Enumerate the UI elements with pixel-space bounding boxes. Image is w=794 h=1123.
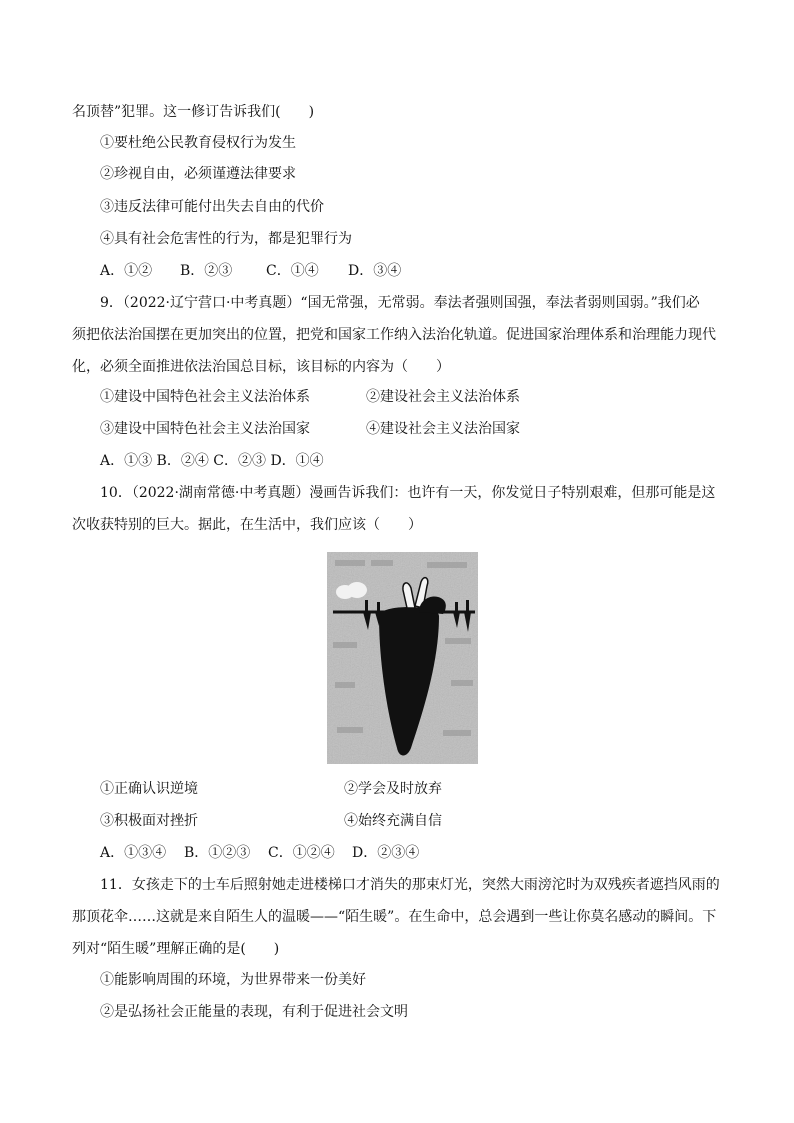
q10-item-4: ④始终充满自信: [344, 813, 442, 829]
q10-stem-line-1: 10．（2022·湖南常德·中考真题）漫画告诉我们：也许有一天，你发觉日子特别艰难，但那可能是这: [100, 485, 716, 501]
q11-item-1: ①能影响周围的环境，为世界带来一份美好: [100, 972, 366, 988]
q8-choices: [100, 261, 401, 281]
q10-choice-c[interactable]: C．①②④: [268, 845, 335, 861]
q10-item-3: ③积极面对挫折: [100, 813, 198, 829]
q9-stem-line-3: 化，必须全面推进依法治国总目标，该目标的内容为（ ）: [72, 359, 450, 375]
q8-item-1: ①要杜绝公民教育侵权行为发生: [100, 135, 296, 151]
q9-item-2: ②建设社会主义法治体系: [366, 389, 520, 405]
q8-choice-b[interactable]: B．②③: [180, 263, 233, 279]
q9-choices[interactable]: A．①③ B．②④ C．②③ D．①④: [100, 453, 324, 469]
q8-choice-a[interactable]: A．①②: [100, 263, 153, 279]
q11-item-2: ②是弘扬社会正能量的表现，有利于促进社会文明: [100, 1004, 408, 1020]
q10-choice-d[interactable]: D．②③④: [352, 845, 420, 861]
q10-item-1: ①正确认识逆境: [100, 781, 198, 797]
carrot-cartoon-image: [327, 552, 478, 764]
q10-item-2: ②学会及时放弃: [344, 781, 442, 797]
q11-stem-line-2: 那顶花伞……这就是来自陌生人的温暖——“陌生暖”。在生命中，总会遇到一些让你莫名感动的瞬间。下: [72, 909, 717, 925]
q10-stem-line-2: 次收获特别的巨大。据此，在生活中，我们应该（ ）: [72, 517, 422, 533]
q9-stem-line-1: 9．（2022·辽宁营口·中考真题）“国无常强，无常弱。奉法者强则国强，奉法者弱则国弱。”我们必: [100, 295, 700, 311]
q10-choices: [100, 843, 419, 863]
q11-stem-line-3: 列对“陌生暖”理解正确的是( ): [72, 941, 280, 957]
q10-choice-a[interactable]: A．①③④: [100, 845, 167, 861]
q9-item-3: ③建设中国特色社会主义法治国家: [100, 421, 310, 437]
q8-choice-d[interactable]: D．③④: [348, 263, 402, 279]
q9-stem-line-2: 须把依法治国摆在更加突出的位置，把党和国家工作纳入法治化轨道。促进国家治理体系和治理能力现代: [72, 327, 716, 343]
q8-stem-tail: 名顶替”犯罪。这一修订告诉我们( ): [72, 104, 315, 120]
q8-item-2: ②珍视自由，必须谨遵法律要求: [100, 166, 296, 182]
q11-stem-line-1: 11．女孩走下的士车后照射她走进楼梯口才消失的那束灯光，突然大雨滂沱时为双残疾者遮挡风雨的: [100, 877, 720, 893]
q8-choice-c[interactable]: C．①④: [266, 263, 319, 279]
q9-item-1: ①建设中国特色社会主义法治体系: [100, 389, 310, 405]
q10-choice-b[interactable]: B．①②③: [184, 845, 251, 861]
q8-item-4: ④具有社会危害性的行为，都是犯罪行为: [100, 231, 352, 247]
q8-item-3: ③违反法律可能付出失去自由的代价: [100, 199, 324, 215]
q9-item-4: ④建设社会主义法治国家: [366, 421, 520, 437]
